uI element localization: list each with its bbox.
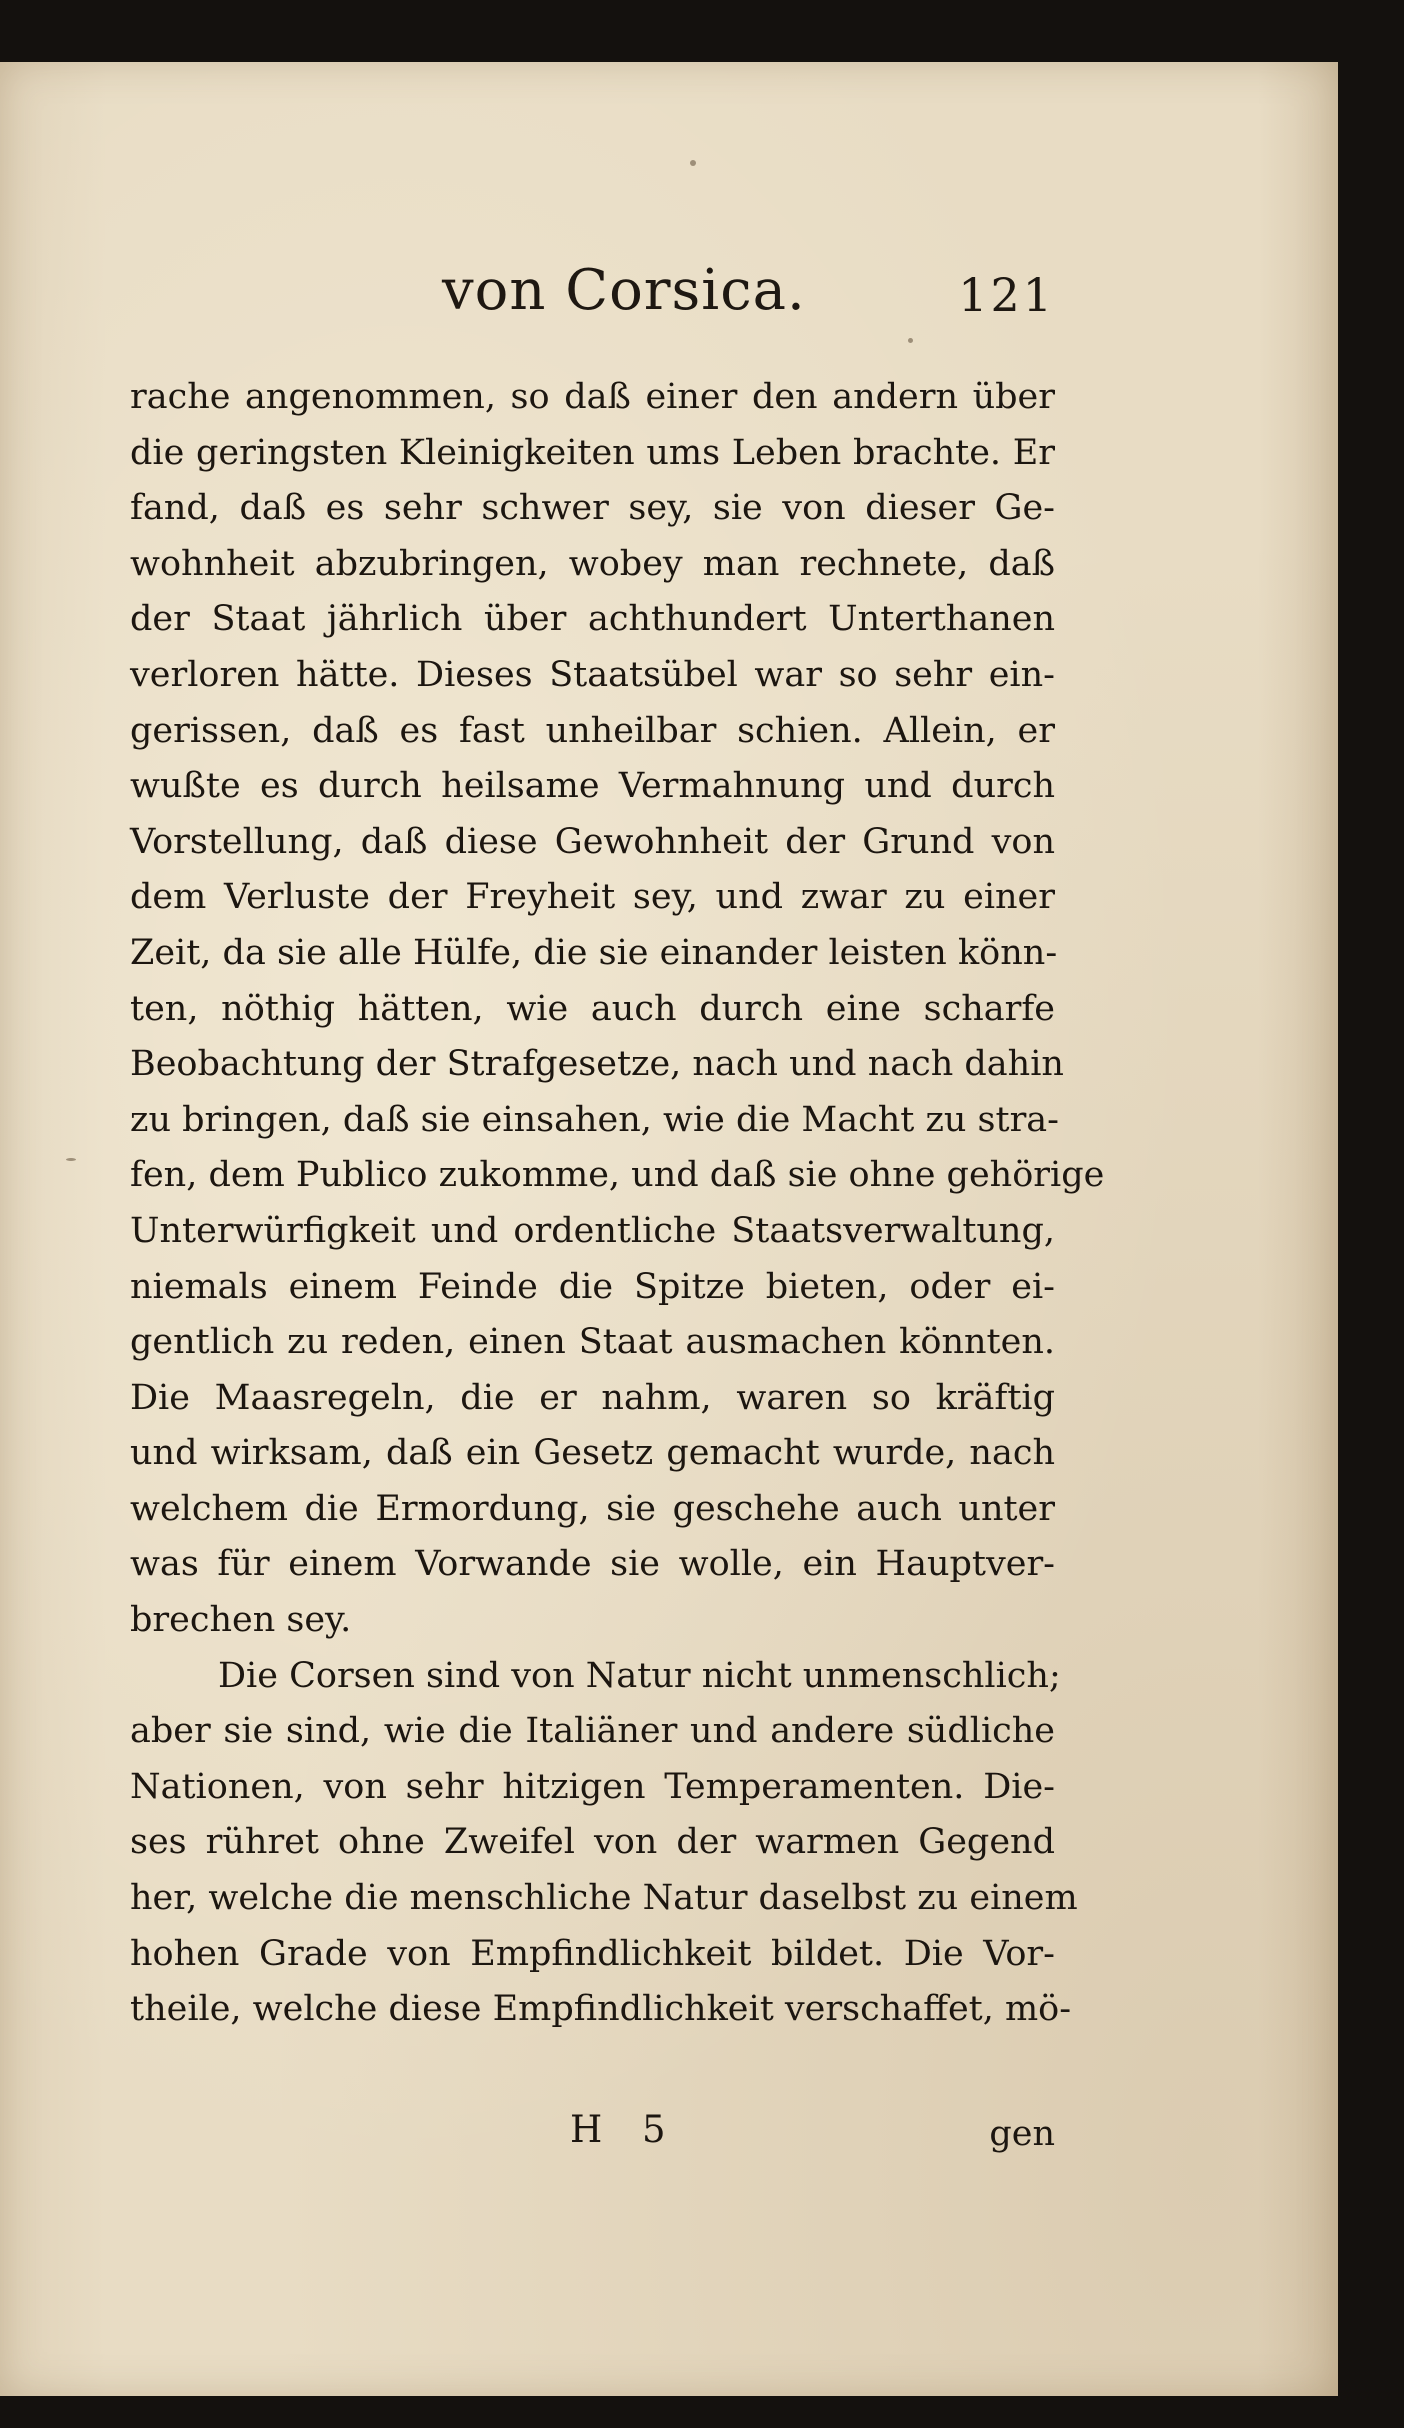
text-line: ten, nöthig hätten, wie auch durch eine scharfe	[130, 988, 1055, 1029]
text-line: wohnheit abzubringen, wobey man rechnete, daß	[130, 543, 1055, 584]
text-line: Nationen, von sehr hitzigen Temperamenten. Die-	[130, 1766, 1055, 1807]
text-line: aber sie sind, wie die Italiäner und andere südliche	[130, 1711, 1055, 1752]
text-line: verloren hätte. Dieses Staatsübel war so sehr ein-	[130, 654, 1055, 695]
page-footer	[130, 2108, 1055, 2168]
text-line: dem Verluste der Freyheit sey, und zwar zu einer	[130, 877, 1055, 918]
text-line: Zeit, da sie alle Hülfe, die sie einander leisten könn-	[130, 932, 1058, 973]
paragraph-start-line: Die Corsen sind von Natur nicht unmenschlich;	[218, 1655, 1061, 1696]
text-line: gentlich zu reden, einen Staat ausmachen könnten.	[130, 1322, 1055, 1363]
text-line: und wirksam, daß ein Gesetz gemacht wurde, nach	[130, 1433, 1055, 1474]
paper-speck	[690, 160, 696, 166]
paragraph-end-line: brechen sey.	[130, 1600, 352, 1641]
text-line: zu bringen, daß sie einsahen, wie die Macht zu stra-	[130, 1099, 1060, 1140]
running-title: von Corsica.	[442, 258, 806, 323]
text-line: gerissen, daß es fast unheilbar schien. Allein, er	[130, 710, 1055, 751]
text-line: Vorstellung, daß diese Gewohnheit der Grund von	[130, 821, 1055, 862]
text-line: wußte es durch heilsame Vermahnung und durch	[130, 766, 1055, 807]
paper-speck	[908, 338, 913, 343]
text-line: Die Maasregeln, die er nahm, waren so kräftig	[130, 1377, 1055, 1418]
text-line: Beobachtung der Strafgesetze, nach und nach dahin	[130, 1044, 1064, 1085]
catchword: gen	[989, 2114, 1055, 2154]
body-text	[130, 370, 1105, 2038]
page-header	[130, 258, 1055, 338]
text-line: theile, welche diese Empfindlichkeit verschaffet, mö-	[130, 1989, 1072, 2030]
paper-speck	[66, 1158, 76, 1161]
text-line: der Staat jährlich über achthundert Unterthanen	[130, 599, 1055, 640]
text-line: fand, daß es sehr schwer sey, sie von dieser Ge-	[130, 488, 1055, 529]
text-line: her, welche die menschliche Natur daselbst zu einem	[130, 1878, 1078, 1919]
text-line: ses rühret ohne Zweifel von der warmen Gegend	[130, 1822, 1055, 1863]
text-line: Unterwürfigkeit und ordentliche Staatsverwaltung,	[130, 1210, 1055, 1251]
text-line: niemals einem Feinde die Spitze bieten, oder ei-	[130, 1266, 1055, 1307]
text-line: welchem die Ermordung, sie geschehe auch unter	[130, 1488, 1055, 1529]
text-line: die geringsten Kleinigkeiten ums Leben brachte. Er	[130, 432, 1055, 473]
text-line: hohen Grade von Empfindlichkeit bildet. Die Vor-	[130, 1933, 1055, 1974]
text-line: fen, dem Publico zukomme, und daß sie ohne gehörige	[130, 1155, 1105, 1196]
signature-mark: H 5	[570, 2108, 680, 2151]
text-line: rache angenommen, so daß einer den andern über	[130, 377, 1055, 417]
text-line: was für einem Vorwande sie wolle, ein Hauptver-	[130, 1544, 1055, 1585]
page-number: 121	[958, 268, 1055, 322]
